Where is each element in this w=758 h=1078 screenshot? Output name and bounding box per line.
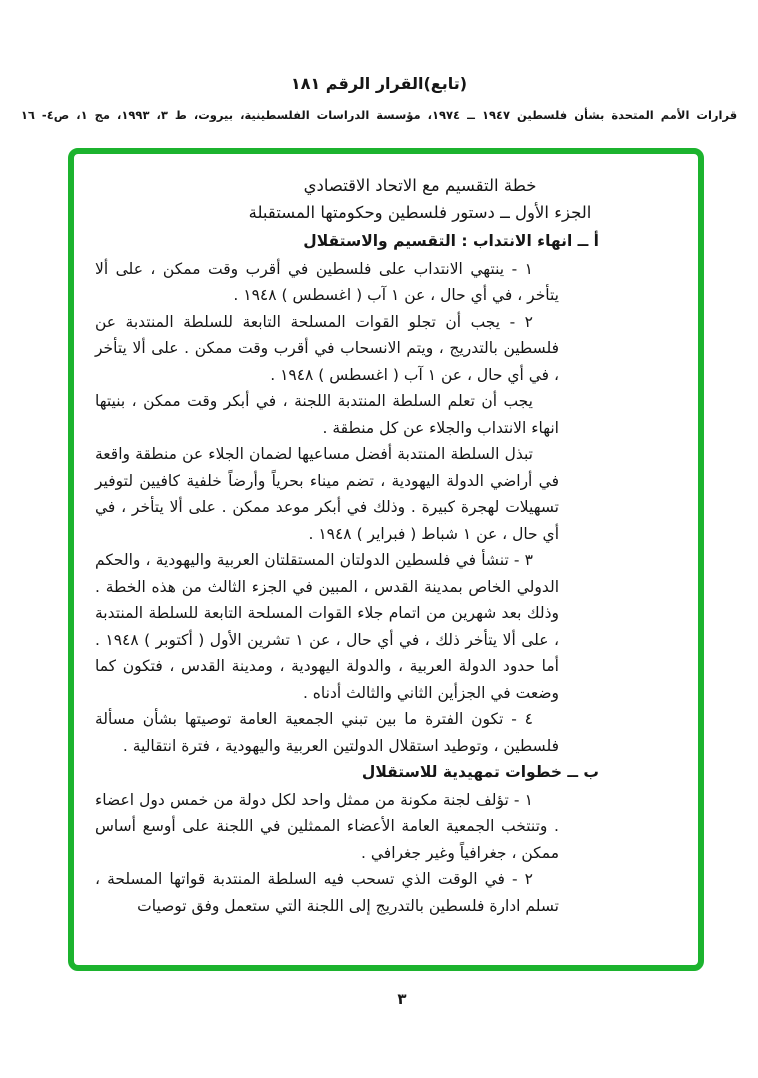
document-titles bbox=[200, 172, 640, 226]
paragraph: ٤ - تكون الفترة ما بين تبني الجمعية العامة توصيتها بشأن مسألة فلسطين ، وتوطيد استقلال الدولتين العربية واليهودية ، فترة انتقالية . bbox=[95, 710, 559, 755]
section-heading-a: أ ــ انهاء الانتداب : التقسيم والاستقلال bbox=[303, 232, 599, 250]
page-number: ٣ bbox=[397, 990, 407, 1008]
document-subtitle: الجزء الأول ــ دستور فلسطين وحكومتها المستقبلة bbox=[248, 203, 592, 222]
paragraph: ٣ - تنشأ في فلسطين الدولتان المستقلتان العربية واليهودية ، والحكم الدولي الخاص بمدينة القدس ، المبين في الجزء الثالث من هذه الخطة . وذلك بعد شهرين من اتمام جلاء القوات المسلحة التابعة للسلطة المنتدبة ، على ألا يتأخر ذلك ، في أي حال ، عن ١ تشرين الأول ( أكتوبر ) ١٩٤٨ . أما حدود الدولة العربية ، والدولة اليهودية ، ومدينة القدس ، فتكون كما وضعت في الجزأين الثاني والثالث أدناه . bbox=[95, 551, 559, 702]
paragraph: ١ - ينتهي الانتداب على فلسطين في أقرب وقت ممكن ، على ألا يتأخر ، في أي حال ، عن ١ آب ( اغسطس ) ١٩٤٨ . bbox=[95, 259, 559, 304]
paragraph: ١ - تؤلف لجنة مكونة من ممثل واحد لكل دولة من خمس دول اعضاء . وتنتخب الجمعية العامة الأعضاء الممثلين في اللجنة على أوسع أساس ممكن ، جغرافياً وغير جغرافي . bbox=[95, 790, 559, 862]
document-body bbox=[95, 228, 599, 919]
paragraph: ٢ - يجب أن تجلو القوات المسلحة التابعة للسلطة المنتدبة عن فلسطين بالتدريج ، ويتم الانسحاب في أقرب وقت ممكن . على ألا يتأخر ، في أي حال ، عن ١ آب ( اغسطس ) ١٩٤٨ . bbox=[95, 312, 559, 384]
paragraph: يجب أن تعلم السلطة المنتدبة اللجنة ، في أبكر وقت ممكن ، بنيتها انهاء الانتداب والجلاء عن كل منطقة . bbox=[95, 392, 559, 437]
paragraph: تبذل السلطة المنتدبة أفضل مساعيها لضمان الجلاء عن منطقة واقعة في أراضي الدولة اليهودية ، تضم ميناء بحرياً وأرضاً خلفية كافيين لتوفير تسهيلات لهجرة كبيرة . وذلك في أبكر موعد ممكن . على ألا يتأخر ، في أي حال ، عن ١ شباط ( فبراير ) ١٩٤٨ . bbox=[95, 445, 559, 543]
citation-line: قرارات الأمم المتحدة بشأن فلسطين ١٩٤٧ ــ ١٩٧٤، مؤسسة الدراسات الفلسطينية، بيروت، ط ٣، ١٩٩٣، مج ١، ص٤- ١٦ bbox=[20, 108, 738, 122]
section-heading-b: ب ــ خطوات تمهيدية للاستقلال bbox=[361, 763, 599, 781]
paragraph: ٢ - في الوقت الذي تسحب فيه السلطة المنتدبة قواتها المسلحة ، تسلم ادارة فلسطين بالتدريج إلى اللجنة التي ستعمل وفق توصيات bbox=[95, 870, 559, 915]
page-header-title: (تابع)القرار الرقم ١٨١ bbox=[290, 74, 468, 93]
document-title: خطة التقسيم مع الاتحاد الاقتصادي bbox=[303, 176, 537, 195]
